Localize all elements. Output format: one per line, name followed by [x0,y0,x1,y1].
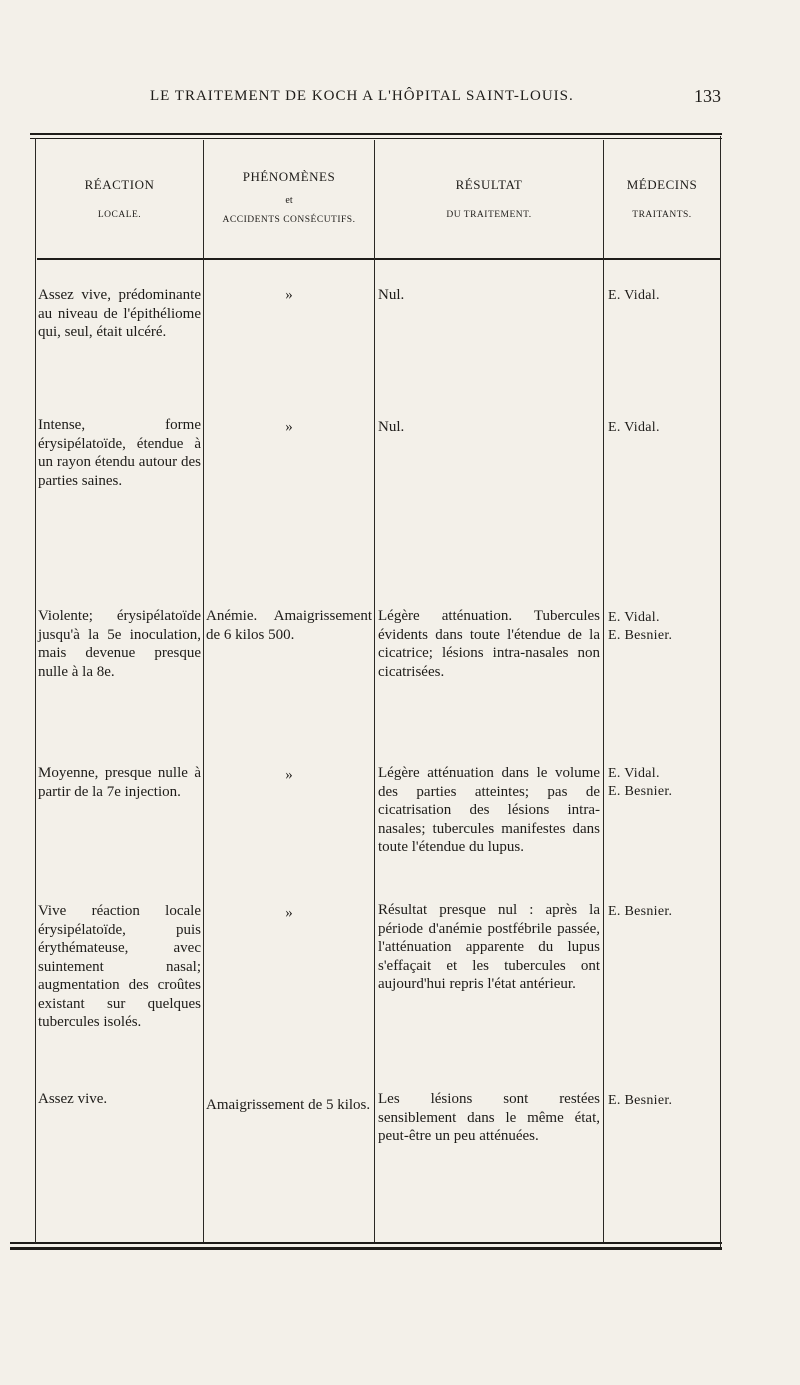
header-reaction-line1: RÉACTION [84,177,155,192]
row3-phenomenes: Anémie. Amaigrissement de 6 kilos 500. [206,608,372,643]
column-divider [720,136,721,1248]
row5-reaction: Vive réaction locale érysipélatoïde, puis érythémateuse, avec suintement nasal; augmentation des croûtes existant sur quelques tubercules isolés. [38,903,201,1030]
row3-medecins [608,609,718,645]
header-phenomenes-line3: ACCIDENTS CONSÉCUTIFS. [222,215,356,225]
row3-reaction: Violente; érysipélatoïde jusqu'à la 5e inoculation, mais devenue presque nulle à la 8e. [38,608,201,680]
row3-medecin-2: E. Besnier. [608,628,673,643]
column-divider [603,140,604,1242]
header-separator [37,258,721,260]
row5-medecins [608,903,718,921]
row4-reaction: Moyenne, presque nulle à partir de la 7e injection. [38,765,201,800]
header-phenomenes-line1: PHÉNOMÈNES [242,169,336,184]
row2-resultat: Nul. [378,419,405,435]
running-head: LE TRAITEMENT DE KOCH A L'HÔPITAL SAINT-LOUIS. [150,88,574,104]
row4-medecin-2: E. Besnier. [608,784,673,799]
header-reaction [36,178,203,221]
header-medecins [604,178,720,221]
row4-medecin-1: E. Vidal. [608,766,660,781]
row6-phenomenes: Amaigrissement de 5 kilos. [206,1097,371,1113]
row5-resultat: Résultat presque nul : après la période d'anémie postfébrile passée, l'atténuation apparente du lupus s'effaçait et les tubercules ont aujourd'hui repris l'état antérieur. [378,902,600,992]
header-medecins-line1: MÉDECINS [626,177,698,192]
row6-resultat: Les lésions sont restées sensiblement dans le même état, peut-être un peu atténuées. [378,1091,600,1144]
table-top-rule-thin [30,138,722,139]
header-phenomenes-line2: et [285,195,293,206]
header-reaction-line2: LOCALE. [97,210,142,220]
row1-phenomenes: » [285,287,293,303]
row6-medecin-1: E. Besnier. [608,1093,673,1108]
column-divider [35,138,36,1243]
row1-medecins [608,287,718,305]
row4-phenomenes: » [285,767,293,783]
row4-medecins [608,765,718,801]
table-top-rule [30,133,722,135]
row3-resultat: Légère atténuation. Tubercules évidents dans toute l'étendue de la cicatrice; lésions intra-nasales non cicatrisées. [378,608,600,680]
row1-resultat: Nul. [378,287,405,303]
header-resultat-line1: RÉSULTAT [455,177,523,192]
row2-phenomenes: » [285,419,293,435]
row6-medecins [608,1092,718,1110]
row4-resultat: Légère atténuation dans le volume des parties atteintes; pas de cicatrisation des lésions intra-nasales; tubercules manifestes dans toute l'étendue du lupus. [378,765,600,855]
header-resultat [375,178,603,221]
table-bottom-rule-thick [10,1247,722,1250]
row5-phenomenes: » [285,905,293,921]
column-divider [203,140,204,1242]
header-medecins-line2: TRAITANTS. [632,210,692,220]
row2-medecin-1: E. Vidal. [608,420,660,435]
column-divider [374,140,375,1242]
row1-medecin-1: E. Vidal. [608,288,660,303]
row6-reaction: Assez vive. [38,1091,108,1107]
row3-medecin-1: E. Vidal. [608,610,660,625]
row2-medecins [608,419,718,437]
row1-reaction: Assez vive, prédominante au niveau de l'épithéliome qui, seul, était ulcéré. [38,287,201,340]
row5-medecin-1: E. Besnier. [608,904,673,919]
table-bottom-rule [10,1242,722,1244]
page-number: 133 [694,86,721,106]
row2-reaction: Intense, forme érysipélatoïde, étendue à un rayon étendu autour des parties saines. [38,417,201,489]
header-resultat-line2: DU TRAITEMENT. [446,210,532,220]
header-phenomenes [204,170,374,226]
